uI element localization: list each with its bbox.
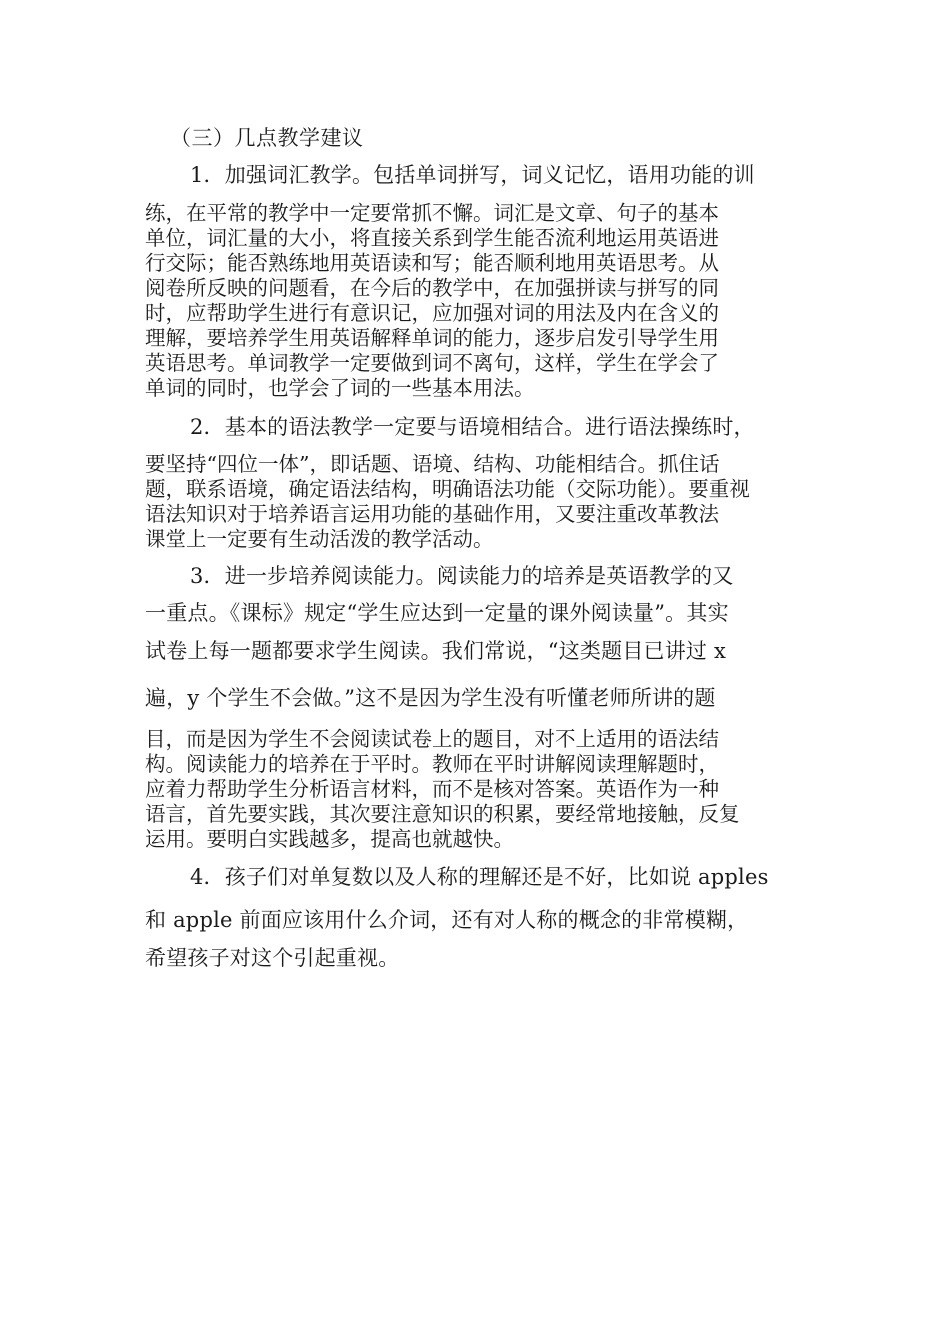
paragraph-3-line: 一重点。《课标》规定“学生应达到一定量的课外阅读量”。其实 — [145, 601, 729, 625]
paragraph-3-line: 遍，y 个学生不会做。”这不是因为学生没有听懂老师所讲的题 — [145, 686, 716, 710]
paragraph-1-line: 单位，词汇量的大小，将直接关系到学生能否流利地运用英语进 — [145, 226, 719, 250]
paragraph-1-line: 行交际；能否熟练地用英语读和写；能否顺利地用英语思考。从 — [145, 251, 719, 275]
paragraph-4-line: 和 apple 前面应该用什么介词，还有对人称的概念的非常模糊， — [145, 908, 749, 932]
paragraph-3-line: 语言，首先要实践，其次要注意知识的积累，要经常地接触，反复 — [145, 802, 740, 826]
section-heading: （三）几点教学建议 — [170, 126, 364, 150]
paragraph-4-line: 4．孩子们对单复数以及人称的理解还是不好，比如说 apples — [190, 865, 769, 889]
paragraph-2-line: 课堂上一定要有生动活泼的教学活动。 — [145, 527, 494, 551]
paragraph-4-line: 希望孩子对这个引起重视。 — [145, 946, 400, 970]
paragraph-1-line: 单词的同时，也学会了词的一些基本用法。 — [145, 376, 535, 400]
paragraph-1-line: 1．加强词汇教学。包括单词拼写，词义记忆，语用功能的训 — [190, 163, 755, 187]
paragraph-2-line: 语法知识对于培养语言运用功能的基础作用，又要注重改革教法 — [145, 502, 719, 526]
paragraph-1-line: 英语思考。单词教学一定要做到词不离句，这样，学生在学会了 — [145, 351, 719, 375]
paragraph-1-line: 阅卷所反映的问题看，在今后的教学中，在加强拼读与拼写的同 — [145, 276, 719, 300]
paragraph-1-line: 时，应帮助学生进行有意识记，应加强对词的用法及内在含义的 — [145, 301, 719, 325]
paragraph-3-line: 运用。要明白实践越多，提高也就越快。 — [145, 827, 514, 851]
paragraph-2-line: 2．基本的语法教学一定要与语境相结合。进行语法操练时， — [190, 415, 755, 439]
paragraph-1-line: 练，在平常的教学中一定要常抓不懈。词汇是文章、句子的基本 — [145, 201, 719, 225]
paragraph-2-line: 要坚持“四位一体”，即话题、语境、结构、功能相结合。抓住话 — [145, 452, 720, 476]
paragraph-3-line: 应着力帮助学生分析语言材料，而不是核对答案。英语作为一种 — [145, 777, 719, 801]
paragraph-3-line: 3．进一步培养阅读能力。阅读能力的培养是英语教学的又 — [190, 564, 734, 588]
paragraph-3-line: 试卷上每一题都要求学生阅读。我们常说，“这类题目已讲过 x — [145, 639, 727, 663]
paragraph-1-line: 理解，要培养学生用英语解释单词的能力，逐步启发引导学生用 — [145, 326, 719, 350]
paragraph-3-line: 构。阅读能力的培养在于平时。教师在平时讲解阅读理解题时， — [145, 752, 719, 776]
paragraph-2-line: 题，联系语境，确定语法结构，明确语法功能（交际功能）。要重视 — [145, 477, 750, 501]
paragraph-3-line: 目，而是因为学生不会阅读试卷上的题目，对不上适用的语法结 — [145, 727, 719, 751]
